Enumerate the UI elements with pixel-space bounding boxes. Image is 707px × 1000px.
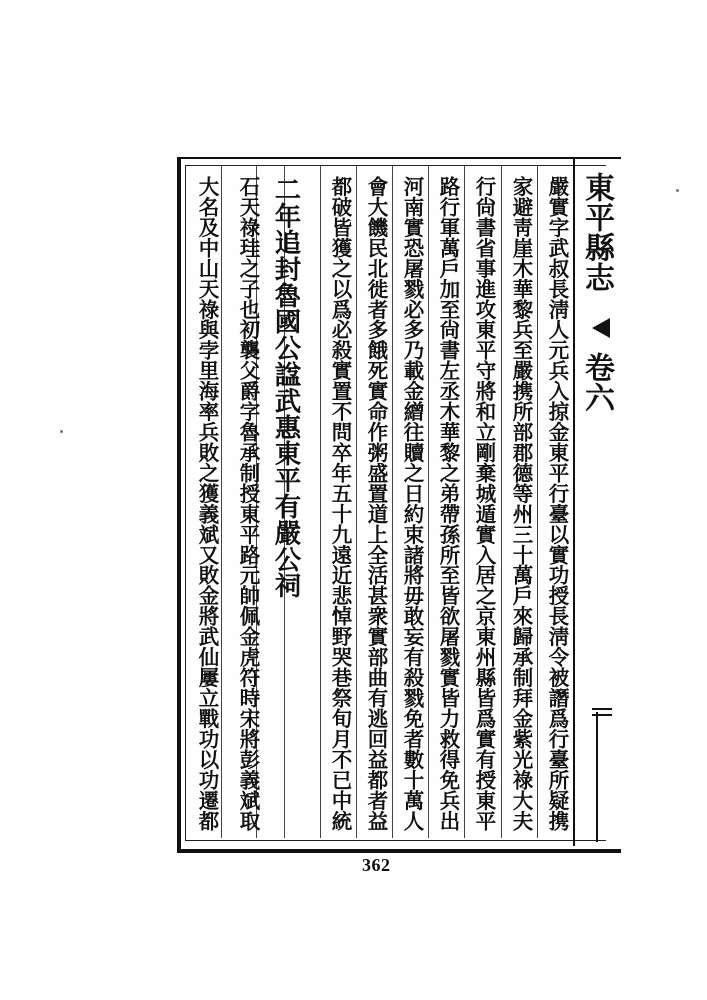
banxin-title: 東平縣志 xyxy=(579,172,614,292)
text-column-5: 河南實恐屠戮必多乃載金繒往贖之日約束諸將毋敢妄有殺戮免者數十萬人 xyxy=(400,176,424,831)
column-rule xyxy=(501,166,502,838)
banxin-block-mark xyxy=(592,708,612,716)
text-column-8: 二年追封魯國公諡武惠東平有嚴公祠 xyxy=(270,176,301,599)
page-number: 362 xyxy=(362,855,391,875)
text-column-4: 路行軍萬戶加至尙書左丞木華黎之弟帶孫所至皆欲屠戮實皆力救得免兵出 xyxy=(436,176,460,831)
text-column-7: 都破皆獲之以爲必殺實置不問卒年五十九遠近悲悼野哭巷祭旬月不已中統 xyxy=(328,176,352,831)
fishtail-mark-icon xyxy=(576,318,610,338)
scan-speck xyxy=(676,189,679,192)
text-column-3: 行尙書省事進攻東平守將和立剛棄城遁實入居之京東州縣皆爲實有授東平 xyxy=(472,176,496,831)
scan-speck xyxy=(60,430,63,433)
text-column-6: 會大饑民北徙者多餓死實命作粥盛置道上全活甚衆實部曲有逃回益都者益 xyxy=(364,176,388,831)
text-column-1: 嚴實字武叔長淸人元兵入掠金東平行臺以實功授長淸令被譖爲行臺所疑携 xyxy=(545,176,569,831)
column-rule xyxy=(320,166,321,838)
text-column-2: 家避靑崖木華黎兵至嚴携所部郡德等州三十萬戶來歸承制拜金紫光祿大夫 xyxy=(509,176,533,831)
text-column-9: 石天祿珪之子也初襲父爵字魯承制授東平路元帥佩金虎符時宋將彭義斌取 xyxy=(236,176,260,831)
text-column-10: 大名及中山天祿與孛里海率兵敗之獲義斌又敗金將武仙屢立戰功以功遷都 xyxy=(195,176,219,831)
banxin-subtitle: 卷六 xyxy=(579,352,614,412)
banxin-edge-line xyxy=(596,712,598,842)
